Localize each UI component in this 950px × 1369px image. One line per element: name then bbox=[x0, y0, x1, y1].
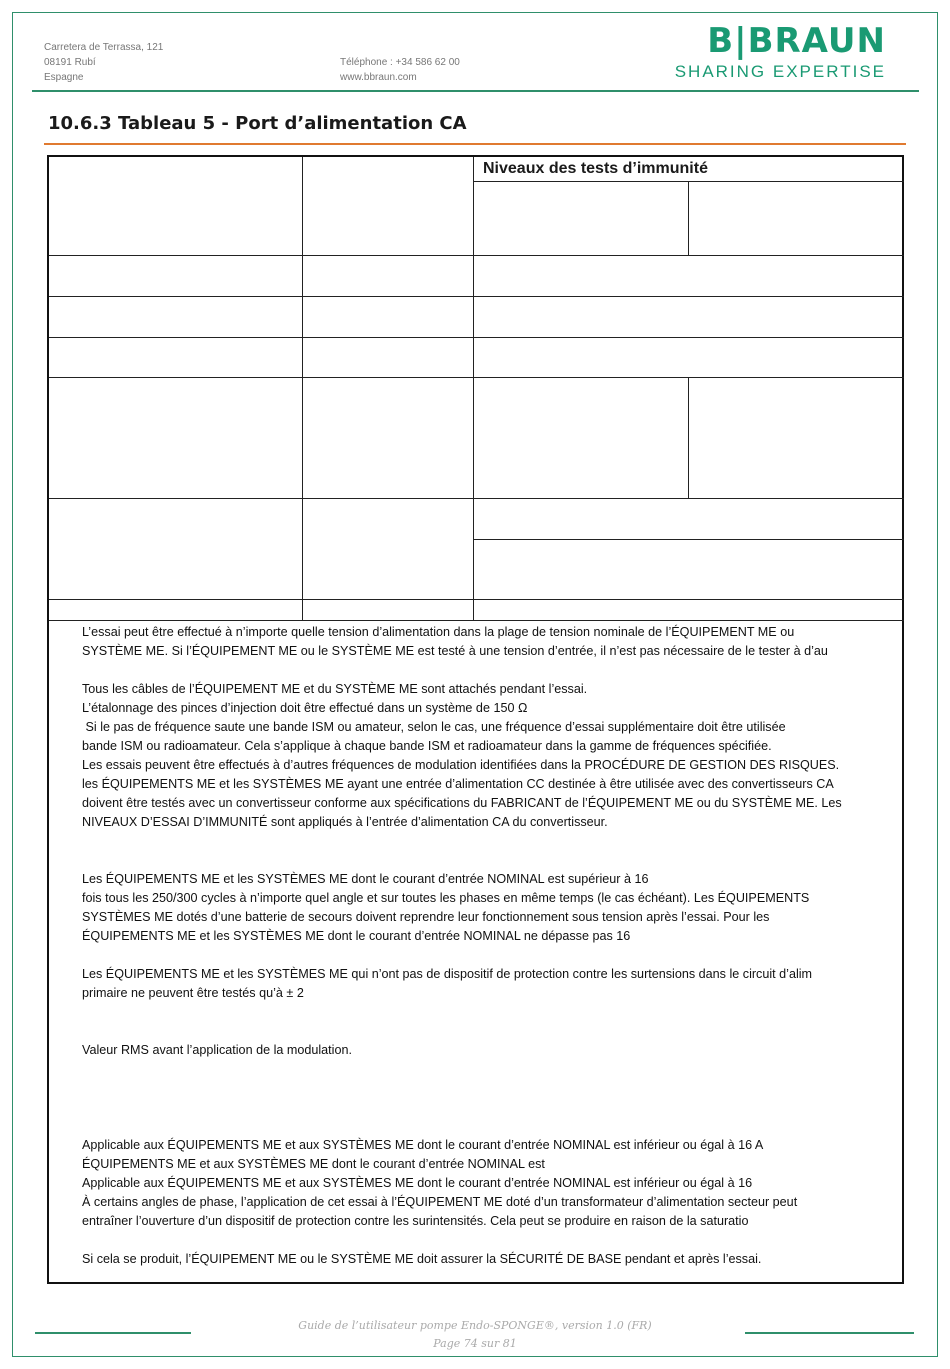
table-header-immunity-levels: Niveaux des tests d’immunité bbox=[483, 160, 708, 177]
note-line: À certains angles de phase, l’application de cet essai à l’ÉQUIPEMENT ME doté d’un transformateur d’alimentation secteur peut bbox=[82, 1195, 798, 1209]
note-line bbox=[82, 1003, 897, 1022]
note-line bbox=[82, 1098, 897, 1117]
row-divider bbox=[49, 337, 904, 338]
brand-logo bbox=[675, 22, 886, 82]
column-divider bbox=[302, 157, 303, 621]
note-line: Si le pas de fréquence saute une bande ISM ou amateur, selon le cas, une fréquence d’essai supplémentaire doit être utilisée bbox=[82, 720, 786, 734]
immunity-table bbox=[47, 155, 904, 1284]
column-divider bbox=[688, 377, 689, 498]
footer-document-title: Guide de l’utilisateur pompe Endo-SPONGE®, version 1.0 (FR) bbox=[298, 1319, 652, 1332]
brand-tagline: SHARING EXPERTISE bbox=[674, 62, 886, 81]
note-line bbox=[82, 832, 897, 851]
footer-rule-right bbox=[745, 1332, 914, 1334]
note-line: primaire ne peuvent être testés qu’à ± 2 bbox=[82, 986, 304, 1000]
note-line: Les ÉQUIPEMENTS ME et les SYSTÈMES ME qui n’ont pas de dispositif de protection contre les surtensions dans le circuit d’alim bbox=[82, 967, 813, 981]
note-line: SYSTÈME ME. Si l’ÉQUIPEMENT ME ou le SYSTÈME ME est testé à une tension d’entrée, il n’est pas nécessaire de le tester à d’au bbox=[82, 644, 828, 658]
note-line bbox=[82, 1079, 897, 1098]
note-line: Applicable aux ÉQUIPEMENTS ME et aux SYSTÈMES ME dont le courant d’entrée NOMINAL est inférieur ou égal à 16 bbox=[82, 1176, 753, 1190]
note-line: SYSTÈMES ME dotés d’une batterie de secours doivent reprendre leur fonctionnement sous tension après l’essai. Pour les bbox=[82, 910, 770, 924]
column-divider bbox=[688, 181, 689, 256]
note-line: fois tous les 250/300 cycles à n’importe quel angle et sur toutes les phases en même temps (le cas échéant). Les ÉQUIPEMENTS bbox=[82, 891, 810, 905]
note-line bbox=[82, 946, 897, 965]
address-line: Carretera de Terrassa, 121 bbox=[44, 42, 164, 53]
row-divider bbox=[49, 377, 904, 378]
footer-rule-left bbox=[35, 1332, 191, 1334]
title-underline bbox=[44, 143, 906, 145]
row-divider bbox=[473, 181, 904, 182]
row-divider bbox=[49, 599, 904, 600]
row-divider bbox=[473, 539, 904, 540]
company-contact bbox=[340, 55, 460, 85]
note-line: Les essais peuvent être effectués à d’autres fréquences de modulation identifiées dans la PROCÉDURE DE GESTION DES RISQUES. bbox=[82, 758, 840, 772]
company-address bbox=[44, 40, 163, 85]
row-divider bbox=[49, 296, 904, 297]
note-line bbox=[82, 1060, 897, 1079]
note-line bbox=[82, 1231, 897, 1250]
note-line bbox=[82, 1022, 897, 1041]
row-divider bbox=[49, 255, 904, 256]
brand-name: B|BRAUN bbox=[707, 21, 886, 61]
note-line: Valeur RMS avant l’application de la modulation. bbox=[82, 1043, 352, 1057]
table-notes bbox=[82, 623, 897, 1269]
address-line: Espagne bbox=[44, 72, 84, 83]
note-line: Les ÉQUIPEMENTS ME et les SYSTÈMES ME dont le courant d’entrée NOMINAL est supérieur à 16 bbox=[82, 872, 649, 886]
note-line bbox=[82, 851, 897, 870]
note-line: L’essai peut être effectué à n’importe quelle tension d’alimentation dans la plage de tension nominale de l’ÉQUIPEMENT ME ou bbox=[82, 625, 795, 639]
header-divider bbox=[32, 90, 919, 92]
column-divider bbox=[473, 157, 474, 621]
note-line bbox=[82, 1117, 897, 1136]
row-divider bbox=[49, 620, 904, 621]
note-line: ÉQUIPEMENTS ME et les SYSTÈMES ME dont le courant d’entrée NOMINAL ne dépasse pas 16 bbox=[82, 929, 631, 943]
footer-page-number: Page 74 sur 81 bbox=[433, 1337, 517, 1350]
note-line: doivent être testés avec un convertisseur conforme aux spécifications du FABRICANT de l’ÉQUIPEMENT ME ou du SYSTÈME ME. Les bbox=[82, 796, 842, 810]
note-line bbox=[82, 661, 897, 680]
note-line: bande ISM ou radioamateur. Cela s’applique à chaque bande ISM et radioamateur dans la gamme de fréquences spécifiée. bbox=[82, 739, 772, 753]
address-line: 08191 Rubí bbox=[44, 57, 96, 68]
section-title: 10.6.3 Tableau 5 - Port d’alimentation CA bbox=[48, 113, 467, 134]
note-line: NIVEAUX D’ESSAI D’IMMUNITÉ sont appliqués à l’entrée d’alimentation CA du convertisseur. bbox=[82, 815, 608, 829]
note-line: entraîner l’ouverture d’un dispositif de protection contre les surintensités. Cela peut se produire en raison de la saturatio bbox=[82, 1214, 749, 1228]
note-line: Si cela se produit, l’ÉQUIPEMENT ME ou le SYSTÈME ME doit assurer la SÉCURITÉ DE BASE pendant et après l’essai. bbox=[82, 1252, 762, 1266]
row-divider bbox=[49, 498, 904, 499]
phone-line: Téléphone : +34 586 62 00 bbox=[340, 57, 460, 68]
note-line: Applicable aux ÉQUIPEMENTS ME et aux SYSTÈMES ME dont le courant d’entrée NOMINAL est inférieur ou égal à 16 A bbox=[82, 1138, 764, 1152]
note-line: les ÉQUIPEMENTS ME et les SYSTÈMES ME ayant une entrée d’alimentation CC destinée à être utilisée avec des convertisseurs CA bbox=[82, 777, 834, 791]
note-line: Tous les câbles de l’ÉQUIPEMENT ME et du SYSTÈME ME sont attachés pendant l’essai. bbox=[82, 682, 588, 696]
note-line: ÉQUIPEMENTS ME et aux SYSTÈMES ME dont le courant d’entrée NOMINAL est bbox=[82, 1157, 545, 1171]
website-line: www.bbraun.com bbox=[340, 72, 417, 83]
note-line: L’étalonnage des pinces d’injection doit être effectué dans un système de 150 Ω bbox=[82, 701, 528, 715]
